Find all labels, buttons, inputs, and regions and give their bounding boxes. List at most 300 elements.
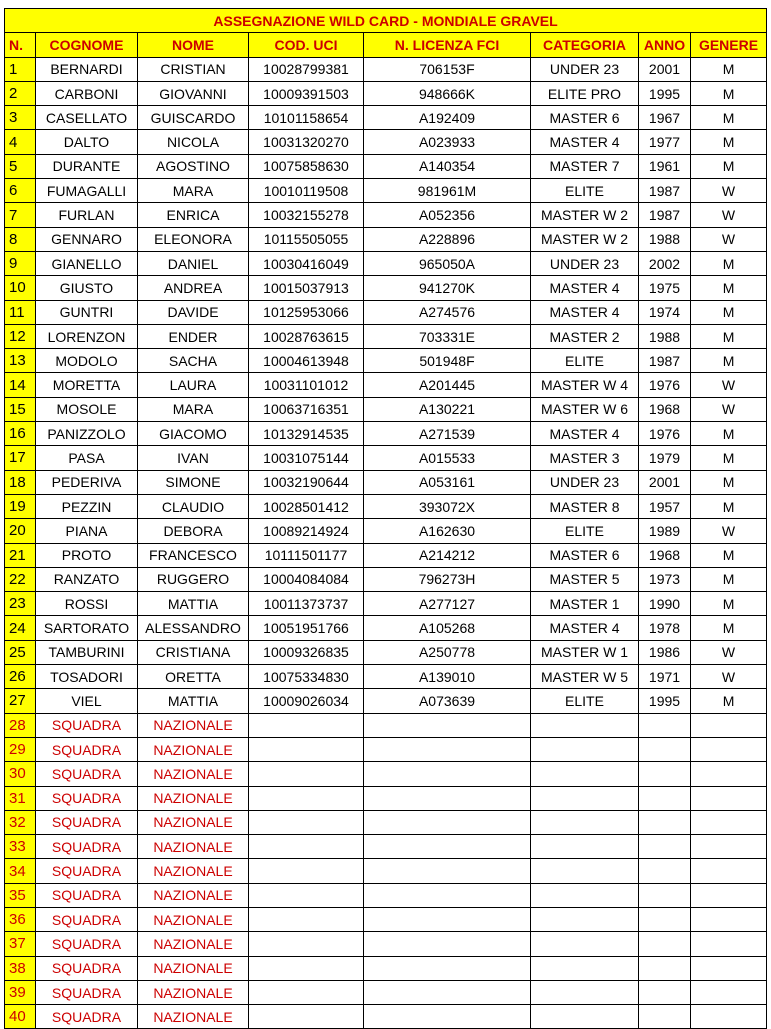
categoria-cell: ELITE	[531, 519, 639, 543]
nome-cell: DANIEL	[138, 251, 249, 275]
categoria-cell: MASTER 7	[531, 154, 639, 178]
anno-cell: 1990	[639, 592, 691, 616]
table-body	[5, 57, 767, 1029]
header-nome: NOME	[138, 33, 249, 57]
genere-cell	[691, 786, 767, 810]
licenza-cell: 706153F	[364, 57, 531, 81]
genere-cell: M	[691, 349, 767, 373]
cod-uci-cell: 10004084084	[249, 567, 364, 591]
anno-cell: 1967	[639, 106, 691, 130]
categoria-cell: MASTER W 2	[531, 227, 639, 251]
cognome-cell: CASELLATO	[36, 106, 138, 130]
reserved-row	[5, 713, 767, 737]
anno-cell: 2001	[639, 57, 691, 81]
nome-cell: ELEONORA	[138, 227, 249, 251]
table-row	[5, 57, 767, 81]
anno-cell	[639, 786, 691, 810]
table-row	[5, 470, 767, 494]
header-cod-uci: COD. UCI	[249, 33, 364, 57]
row-number: 33	[5, 835, 36, 859]
table-row	[5, 251, 767, 275]
wild-card-table	[4, 8, 767, 1029]
reserved-row	[5, 762, 767, 786]
categoria-cell: MASTER 4	[531, 616, 639, 640]
nome-cell: NAZIONALE	[138, 859, 249, 883]
genere-cell	[691, 980, 767, 1004]
licenza-cell: A271539	[364, 422, 531, 446]
nome-cell: MATTIA	[138, 592, 249, 616]
genere-cell: M	[691, 446, 767, 470]
licenza-cell: A053161	[364, 470, 531, 494]
genere-cell: W	[691, 179, 767, 203]
row-number: 20	[5, 519, 36, 543]
row-number: 14	[5, 373, 36, 397]
header-n: N.	[5, 33, 36, 57]
nome-cell: NAZIONALE	[138, 980, 249, 1004]
categoria-cell: ELITE PRO	[531, 81, 639, 105]
cognome-cell: ROSSI	[36, 592, 138, 616]
licenza-cell: 501948F	[364, 349, 531, 373]
categoria-cell	[531, 956, 639, 980]
cod-uci-cell: 10011373737	[249, 592, 364, 616]
header-anno: ANNO	[639, 33, 691, 57]
cod-uci-cell: 10028799381	[249, 57, 364, 81]
nome-cell: NAZIONALE	[138, 762, 249, 786]
nome-cell: ALESSANDRO	[138, 616, 249, 640]
cognome-cell: CARBONI	[36, 81, 138, 105]
row-number: 31	[5, 786, 36, 810]
nome-cell: GIOVANNI	[138, 81, 249, 105]
anno-cell	[639, 835, 691, 859]
licenza-cell: A015533	[364, 446, 531, 470]
table-row	[5, 567, 767, 591]
cognome-cell: SARTORATO	[36, 616, 138, 640]
table-row	[5, 519, 767, 543]
row-number: 23	[5, 592, 36, 616]
cod-uci-cell: 10028501412	[249, 494, 364, 518]
cod-uci-cell: 10004613948	[249, 349, 364, 373]
genere-cell: W	[691, 227, 767, 251]
nome-cell: RUGGERO	[138, 567, 249, 591]
genere-cell: M	[691, 251, 767, 275]
anno-cell: 1989	[639, 519, 691, 543]
nome-cell: NAZIONALE	[138, 907, 249, 931]
cod-uci-cell: 10031101012	[249, 373, 364, 397]
reserved-row	[5, 932, 767, 956]
row-number: 15	[5, 397, 36, 421]
row-number: 25	[5, 640, 36, 664]
cod-uci-cell	[249, 810, 364, 834]
anno-cell: 1975	[639, 276, 691, 300]
genere-cell	[691, 810, 767, 834]
categoria-cell	[531, 907, 639, 931]
cod-uci-cell	[249, 932, 364, 956]
categoria-cell: MASTER 4	[531, 276, 639, 300]
nome-cell: GUISCARDO	[138, 106, 249, 130]
genere-cell: M	[691, 154, 767, 178]
cod-uci-cell	[249, 883, 364, 907]
cognome-cell: MOSOLE	[36, 397, 138, 421]
genere-cell: W	[691, 203, 767, 227]
cognome-cell: VIEL	[36, 689, 138, 713]
anno-cell: 1968	[639, 543, 691, 567]
table-row	[5, 203, 767, 227]
cod-uci-cell	[249, 859, 364, 883]
categoria-cell	[531, 713, 639, 737]
cod-uci-cell: 10063716351	[249, 397, 364, 421]
licenza-cell: A201445	[364, 373, 531, 397]
licenza-cell	[364, 980, 531, 1004]
table-row	[5, 689, 767, 713]
cognome-cell: DURANTE	[36, 154, 138, 178]
genere-cell	[691, 883, 767, 907]
cod-uci-cell	[249, 1005, 364, 1029]
anno-cell	[639, 1005, 691, 1029]
cod-uci-cell	[249, 956, 364, 980]
nome-cell: SACHA	[138, 349, 249, 373]
categoria-cell: UNDER 23	[531, 470, 639, 494]
licenza-cell: A192409	[364, 106, 531, 130]
categoria-cell: MASTER 2	[531, 324, 639, 348]
cognome-cell: GENNARO	[36, 227, 138, 251]
licenza-cell: A228896	[364, 227, 531, 251]
anno-cell: 1978	[639, 616, 691, 640]
reserved-row	[5, 883, 767, 907]
categoria-cell: MASTER 4	[531, 300, 639, 324]
cod-uci-cell: 10009391503	[249, 81, 364, 105]
anno-cell: 1988	[639, 227, 691, 251]
categoria-cell	[531, 932, 639, 956]
licenza-cell: A052356	[364, 203, 531, 227]
row-number: 26	[5, 665, 36, 689]
anno-cell	[639, 907, 691, 931]
nome-cell: ANDREA	[138, 276, 249, 300]
cod-uci-cell: 10075334830	[249, 665, 364, 689]
genere-cell	[691, 907, 767, 931]
row-number: 17	[5, 446, 36, 470]
categoria-cell: ELITE	[531, 179, 639, 203]
nome-cell: SIMONE	[138, 470, 249, 494]
row-number: 22	[5, 567, 36, 591]
genere-cell: M	[691, 130, 767, 154]
table-row	[5, 81, 767, 105]
nome-cell: MARA	[138, 179, 249, 203]
cognome-cell: SQUADRA	[36, 907, 138, 931]
categoria-cell: UNDER 23	[531, 57, 639, 81]
cognome-cell: TOSADORI	[36, 665, 138, 689]
licenza-cell: A105268	[364, 616, 531, 640]
row-number: 6	[5, 179, 36, 203]
row-number: 4	[5, 130, 36, 154]
cod-uci-cell: 10051951766	[249, 616, 364, 640]
genere-cell	[691, 835, 767, 859]
table-row	[5, 373, 767, 397]
cod-uci-cell	[249, 907, 364, 931]
anno-cell: 1973	[639, 567, 691, 591]
nome-cell: NAZIONALE	[138, 932, 249, 956]
table-row	[5, 349, 767, 373]
cognome-cell: SQUADRA	[36, 980, 138, 1004]
nome-cell: IVAN	[138, 446, 249, 470]
table-row	[5, 592, 767, 616]
categoria-cell: ELITE	[531, 689, 639, 713]
genere-cell: M	[691, 324, 767, 348]
nome-cell: LAURA	[138, 373, 249, 397]
cognome-cell: MORETTA	[36, 373, 138, 397]
nome-cell: NICOLA	[138, 130, 249, 154]
nome-cell: NAZIONALE	[138, 786, 249, 810]
cod-uci-cell: 10125953066	[249, 300, 364, 324]
cod-uci-cell	[249, 835, 364, 859]
row-number: 38	[5, 956, 36, 980]
reserved-row	[5, 737, 767, 761]
genere-cell: W	[691, 665, 767, 689]
categoria-cell: MASTER 6	[531, 543, 639, 567]
cod-uci-cell	[249, 762, 364, 786]
cognome-cell: PIANA	[36, 519, 138, 543]
licenza-cell	[364, 1005, 531, 1029]
cod-uci-cell: 10032155278	[249, 203, 364, 227]
categoria-cell: MASTER W 5	[531, 665, 639, 689]
header-cognome: COGNOME	[36, 33, 138, 57]
licenza-cell	[364, 835, 531, 859]
licenza-cell: A139010	[364, 665, 531, 689]
licenza-cell: 948666K	[364, 81, 531, 105]
row-number: 13	[5, 349, 36, 373]
table-row	[5, 446, 767, 470]
header-genere: GENERE	[691, 33, 767, 57]
row-number: 32	[5, 810, 36, 834]
cod-uci-cell: 10009026034	[249, 689, 364, 713]
anno-cell: 1974	[639, 300, 691, 324]
row-number: 16	[5, 422, 36, 446]
categoria-cell: MASTER W 1	[531, 640, 639, 664]
row-number: 39	[5, 980, 36, 1004]
cod-uci-cell	[249, 737, 364, 761]
header-row	[5, 33, 767, 57]
categoria-cell: MASTER W 4	[531, 373, 639, 397]
table-row	[5, 665, 767, 689]
cognome-cell: PASA	[36, 446, 138, 470]
genere-cell	[691, 1005, 767, 1029]
cognome-cell: FURLAN	[36, 203, 138, 227]
nome-cell: NAZIONALE	[138, 713, 249, 737]
categoria-cell: MASTER W 2	[531, 203, 639, 227]
cognome-cell: DALTO	[36, 130, 138, 154]
table-row	[5, 422, 767, 446]
categoria-cell: MASTER 4	[531, 422, 639, 446]
cod-uci-cell: 10031075144	[249, 446, 364, 470]
row-number: 10	[5, 276, 36, 300]
table-row	[5, 300, 767, 324]
cognome-cell: SQUADRA	[36, 835, 138, 859]
licenza-cell	[364, 859, 531, 883]
genere-cell: M	[691, 106, 767, 130]
row-number: 40	[5, 1005, 36, 1029]
cod-uci-cell	[249, 980, 364, 1004]
licenza-cell: A162630	[364, 519, 531, 543]
anno-cell: 1987	[639, 179, 691, 203]
categoria-cell	[531, 835, 639, 859]
licenza-cell	[364, 810, 531, 834]
nome-cell: CRISTIANA	[138, 640, 249, 664]
title-row	[5, 9, 767, 33]
cod-uci-cell	[249, 786, 364, 810]
licenza-cell: 796273H	[364, 567, 531, 591]
reserved-row	[5, 835, 767, 859]
nome-cell: NAZIONALE	[138, 883, 249, 907]
anno-cell: 1976	[639, 373, 691, 397]
cognome-cell: SQUADRA	[36, 786, 138, 810]
anno-cell: 1986	[639, 640, 691, 664]
genere-cell	[691, 713, 767, 737]
cognome-cell: TAMBURINI	[36, 640, 138, 664]
genere-cell: M	[691, 470, 767, 494]
table-row	[5, 324, 767, 348]
categoria-cell	[531, 786, 639, 810]
licenza-cell: A023933	[364, 130, 531, 154]
anno-cell: 1977	[639, 130, 691, 154]
table-row	[5, 227, 767, 251]
anno-cell	[639, 737, 691, 761]
genere-cell: M	[691, 592, 767, 616]
row-number: 12	[5, 324, 36, 348]
categoria-cell: UNDER 23	[531, 251, 639, 275]
cognome-cell: RANZATO	[36, 567, 138, 591]
genere-cell	[691, 737, 767, 761]
genere-cell	[691, 932, 767, 956]
categoria-cell	[531, 737, 639, 761]
anno-cell	[639, 883, 691, 907]
anno-cell: 1968	[639, 397, 691, 421]
nome-cell: MATTIA	[138, 689, 249, 713]
nome-cell: NAZIONALE	[138, 737, 249, 761]
cognome-cell: PANIZZOLO	[36, 422, 138, 446]
row-number: 37	[5, 932, 36, 956]
anno-cell: 1971	[639, 665, 691, 689]
row-number: 5	[5, 154, 36, 178]
cognome-cell: SQUADRA	[36, 1005, 138, 1029]
licenza-cell: A250778	[364, 640, 531, 664]
row-number: 7	[5, 203, 36, 227]
anno-cell: 1987	[639, 349, 691, 373]
licenza-cell	[364, 786, 531, 810]
genere-cell: M	[691, 689, 767, 713]
categoria-cell: MASTER 4	[531, 130, 639, 154]
cognome-cell: SQUADRA	[36, 810, 138, 834]
anno-cell: 2001	[639, 470, 691, 494]
genere-cell: W	[691, 519, 767, 543]
licenza-cell: A274576	[364, 300, 531, 324]
cod-uci-cell: 10015037913	[249, 276, 364, 300]
reserved-row	[5, 980, 767, 1004]
cod-uci-cell: 10111501177	[249, 543, 364, 567]
anno-cell: 1987	[639, 203, 691, 227]
cognome-cell: SQUADRA	[36, 932, 138, 956]
licenza-cell: A214212	[364, 543, 531, 567]
table-row	[5, 130, 767, 154]
cognome-cell: SQUADRA	[36, 737, 138, 761]
cod-uci-cell: 10028763615	[249, 324, 364, 348]
genere-cell: M	[691, 494, 767, 518]
reserved-row	[5, 786, 767, 810]
categoria-cell: MASTER W 6	[531, 397, 639, 421]
table-row	[5, 543, 767, 567]
licenza-cell: 965050A	[364, 251, 531, 275]
categoria-cell: ELITE	[531, 349, 639, 373]
row-number: 1	[5, 57, 36, 81]
licenza-cell	[364, 713, 531, 737]
licenza-cell: A130221	[364, 397, 531, 421]
nome-cell: FRANCESCO	[138, 543, 249, 567]
licenza-cell: 703331E	[364, 324, 531, 348]
header-licenza: N. LICENZA FCI	[364, 33, 531, 57]
genere-cell: M	[691, 543, 767, 567]
cognome-cell: PEZZIN	[36, 494, 138, 518]
anno-cell	[639, 956, 691, 980]
nome-cell: NAZIONALE	[138, 835, 249, 859]
anno-cell: 1979	[639, 446, 691, 470]
anno-cell	[639, 932, 691, 956]
genere-cell: W	[691, 397, 767, 421]
nome-cell: NAZIONALE	[138, 810, 249, 834]
cod-uci-cell: 10132914535	[249, 422, 364, 446]
row-number: 27	[5, 689, 36, 713]
cognome-cell: PEDERIVA	[36, 470, 138, 494]
cognome-cell: SQUADRA	[36, 956, 138, 980]
cod-uci-cell: 10010119508	[249, 179, 364, 203]
cognome-cell: GIANELLO	[36, 251, 138, 275]
cognome-cell: SQUADRA	[36, 713, 138, 737]
licenza-cell	[364, 932, 531, 956]
nome-cell: MARA	[138, 397, 249, 421]
cod-uci-cell: 10031320270	[249, 130, 364, 154]
cod-uci-cell: 10032190644	[249, 470, 364, 494]
reserved-row	[5, 1005, 767, 1029]
cod-uci-cell	[249, 713, 364, 737]
licenza-cell	[364, 956, 531, 980]
reserved-row	[5, 956, 767, 980]
reserved-row	[5, 859, 767, 883]
nome-cell: ENRICA	[138, 203, 249, 227]
genere-cell: M	[691, 81, 767, 105]
genere-cell: M	[691, 300, 767, 324]
header-categoria: CATEGORIA	[531, 33, 639, 57]
anno-cell: 1976	[639, 422, 691, 446]
categoria-cell	[531, 859, 639, 883]
reserved-row	[5, 810, 767, 834]
sheet-title: ASSEGNAZIONE WILD CARD - MONDIALE GRAVEL	[5, 9, 767, 33]
genere-cell: M	[691, 616, 767, 640]
genere-cell	[691, 956, 767, 980]
table-row	[5, 106, 767, 130]
categoria-cell: MASTER 1	[531, 592, 639, 616]
licenza-cell: A073639	[364, 689, 531, 713]
anno-cell	[639, 859, 691, 883]
table-row	[5, 154, 767, 178]
row-number: 21	[5, 543, 36, 567]
table-row	[5, 397, 767, 421]
categoria-cell: MASTER 5	[531, 567, 639, 591]
cod-uci-cell: 10075858630	[249, 154, 364, 178]
categoria-cell	[531, 980, 639, 1004]
row-number: 3	[5, 106, 36, 130]
nome-cell: NAZIONALE	[138, 1005, 249, 1029]
genere-cell: M	[691, 567, 767, 591]
genere-cell: M	[691, 276, 767, 300]
table-row	[5, 640, 767, 664]
nome-cell: ORETTA	[138, 665, 249, 689]
